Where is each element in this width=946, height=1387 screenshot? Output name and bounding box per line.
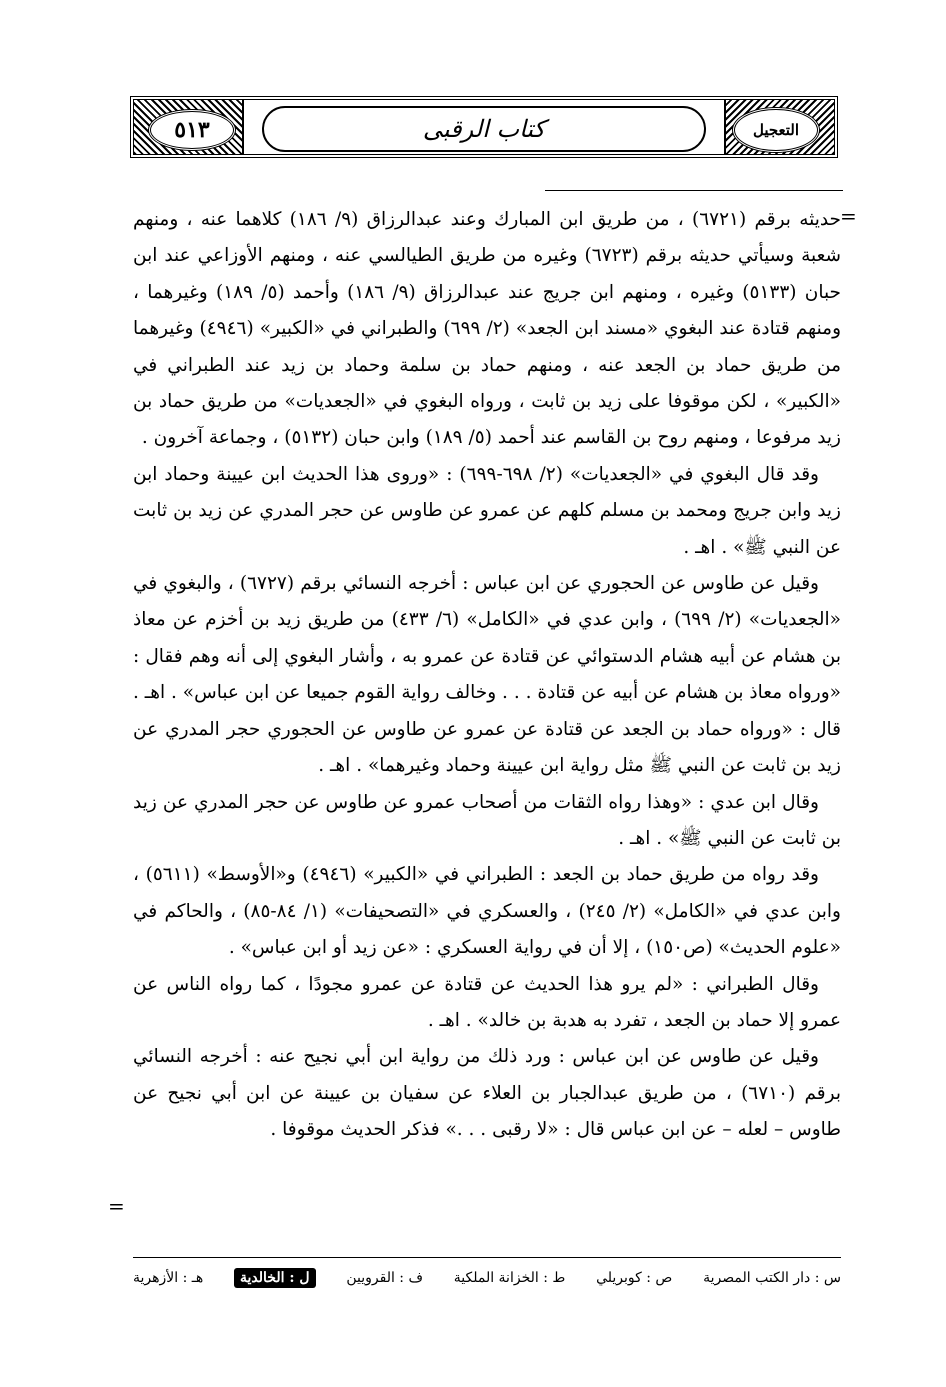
legend-item: ط : الخزانة الملكية (453, 1270, 566, 1286)
footnote-separator-rule (545, 190, 843, 191)
paragraph-3: وقيل عن طاوس عن الحجوري عن ابن عباس : أخرجه النسائي برقم (٦٧٢٧) ، والبغوي في «الجعديات» (٢/ ٦٩٩) ، وابن عدي في «الكامل» (٦/ ٤٣٣) من طريق زيد بن أخزم عن معاذ بن هشام عن أبيه هشام الدستوائي عن قتادة عن عمرو به ، وأشار البغوي إلى أنه وهم فقال : «ورواه معاذ بن هشام عن أبيه عن قتادة . . . وخالف رواية القوم جميعا عن ابن عباس» . اهـ . قال : «ورواه حماد بن الجعد عن قتادة عن عمرو عن طاوس عن الحجوري حجر المدري عن زيد بن ثابت عن النبي ﷺ مثل رواية ابن عيينة وحماد وغيرهما» . اهـ . (133, 573, 841, 777)
legend-item: س : دار الكتب المصرية (703, 1270, 841, 1286)
page-number: ٥١٣ (148, 109, 236, 151)
continuation-mark-bottom: = (108, 1194, 125, 1218)
footnote-body (133, 202, 841, 1149)
book-title: كتاب الرقبى (262, 106, 706, 152)
legend-item: ص : كوبريلي (596, 1270, 673, 1286)
continuation-mark-top: = (840, 204, 857, 228)
header-ornament-right (724, 100, 834, 154)
paragraph-2: وقد قال البغوي في «الجعديات» (٢/ ٦٩٨-٦٩٩) : «وروى هذا الحديث ابن عيينة وحماد ابن زيد وابن جريج ومحمد بن مسلم كلهم عن عمرو عن طاوس عن حجر المدري عن زيد بن ثابت عن النبي ﷺ» . اهـ . (133, 463, 841, 558)
manuscript-legend (133, 1264, 841, 1292)
legend-item: هـ : الأزهرية (133, 1270, 204, 1286)
paragraph-4: وقال ابن عدي : «وهذا رواه الثقات من أصحاب عمرو عن طاوس عن حجر المدري عن زيد بن ثابت عن النبي ﷺ» . اهـ . (133, 791, 841, 849)
legend-item: ف : القرويين (346, 1270, 423, 1286)
book-emblem: التعجيل (732, 107, 820, 153)
legend-item-highlighted: ل : الخالدية (234, 1268, 316, 1288)
page-header (130, 96, 838, 158)
footer-rule (133, 1257, 841, 1258)
paragraph-6: وقال الطبراني : «لم يرو هذا الحديث عن قتادة عن عمرو مجودًا ، كما رواه الناس عن عمرو إلا حماد بن الجعد ، تفرد به هدبة بن خالد» . اهـ . (133, 973, 841, 1031)
header-ornament-left (134, 100, 244, 154)
paragraph-7: وقيل عن طاوس عن ابن عباس : ورد ذلك من رواية ابن أبي نجيح عنه : أخرجه النسائي برقم (٦٧١٠) ، من طريق عبدالجبار بن العلاء عن سفيان بن عيينة عن ابن أبي نجيح عن طاوس – لعله – عن ابن عباس قال : «لا رقبى . . .» فذكر الحديث موقوفا . (133, 1046, 841, 1141)
paragraph-5: وقد رواه من طريق حماد بن الجعد : الطبراني في «الكبير» (٤٩٤٦) و«الأوسط» (٥٦١١) ، وابن عدي في «الكامل» (٢/ ٢٤٥) ، والعسكري في «التصحيفات» (١/ ٨٤-٨٥) ، والحاكم في «علوم الحديث» (ص١٥٠) ، إلا أن في رواية العسكري : «عن زيد أو ابن عباس» . (133, 864, 841, 959)
paragraph-1: حديثه برقم (٦٧٢١) ، من طريق ابن المبارك وعند عبدالرزاق (٩/ ١٨٦) كلاهما عنه ، ومنهم شعبة وسيأتي حديثه برقم (٦٧٢٣) وغيره من طريق الطيالسي عنه ، ومنهم الأوزاعي عند ابن حبان (٥١٣٣) وغيره ، ومنهم ابن جريج عند عبدالرزاق (٩/ ١٨٦) وأحمد (٥/ ١٨٩) وغيرهما ، ومنهم قتادة عند البغوي «مسند ابن الجعد» (٢/ ٦٩٩) والطبراني في «الكبير» (٤٩٤٦) وغيرهما من طريق حماد بن الجعد عنه ، ومنهم حماد بن سلمة وحماد بن زيد عند الطبراني في «الكبير» ، لكن موقوفا على زيد بن ثابت ، ورواه البغوي في «الجعديات» من طريق حماد بن زيد مرفوعا ، ومنهم روح بن القاسم عند أحمد (٥/ ١٨٩) وابن حبان (٥١٣٢) ، وجماعة آخرون . (133, 209, 842, 449)
